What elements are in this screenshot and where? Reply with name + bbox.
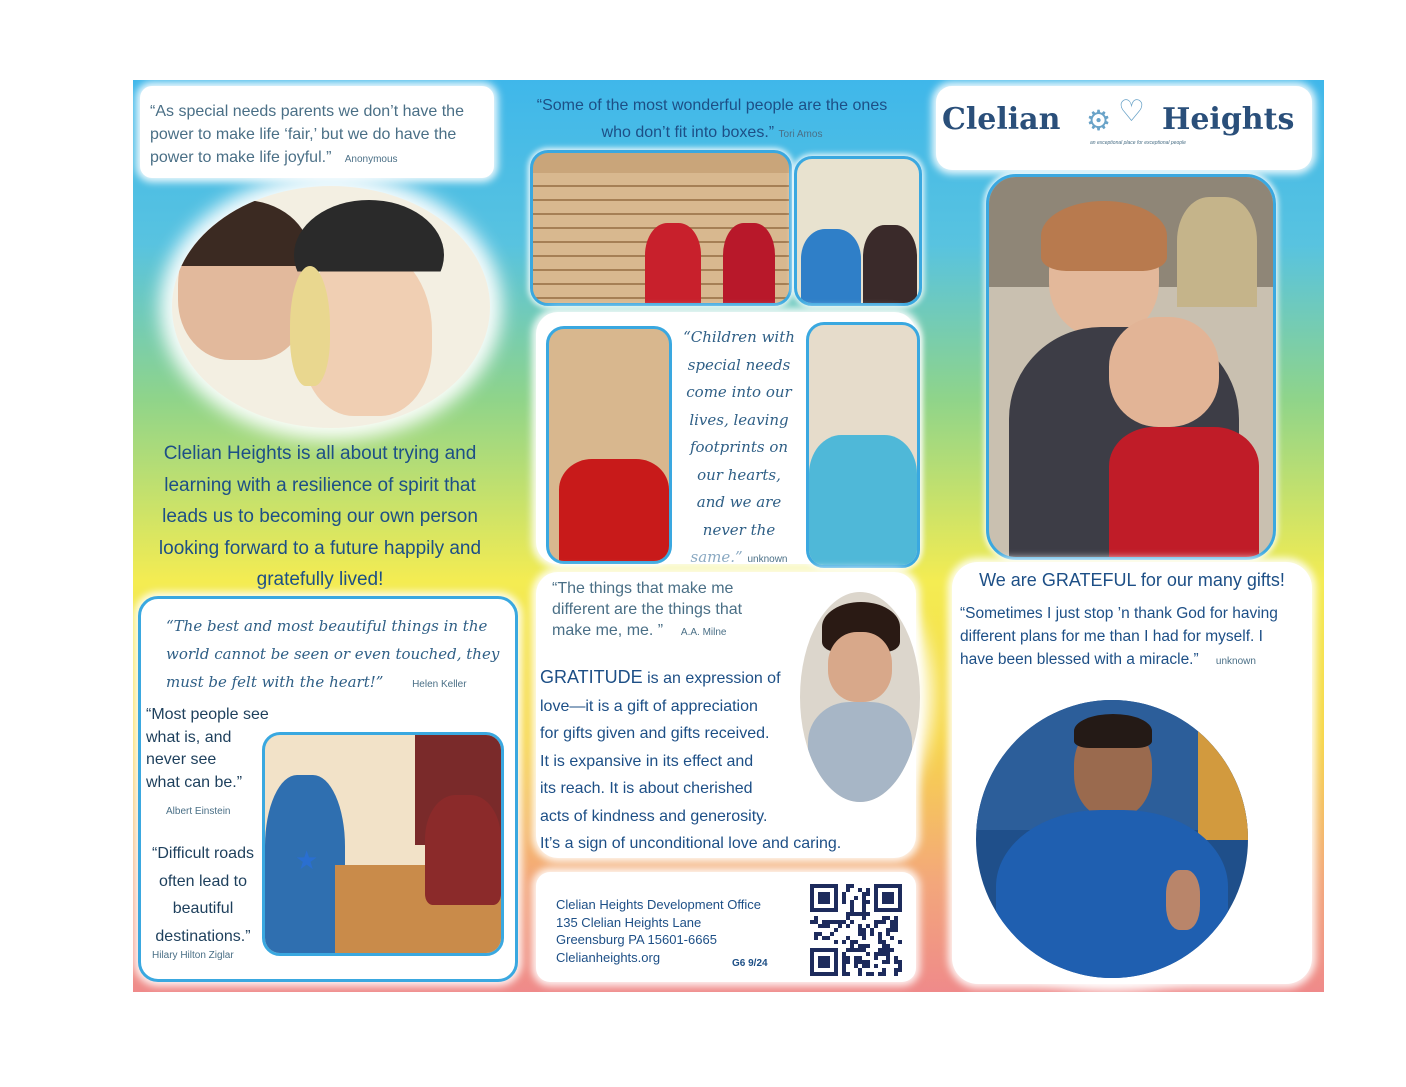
qr-module	[834, 928, 838, 932]
gratitude-line: for gifts given and gifts received.	[540, 725, 770, 742]
gratitude-line: acts of kindness and generosity.	[540, 807, 768, 825]
girl-hair	[290, 266, 330, 386]
quote-line: same.”	[690, 548, 743, 566]
teacher-background	[1177, 197, 1257, 307]
qr-module	[866, 952, 870, 956]
quote-keller	[166, 612, 506, 699]
quote-line: and we are	[696, 493, 782, 511]
qr-module	[854, 896, 858, 900]
boy-blue-shirt	[809, 435, 917, 565]
grateful-text: for our many gifts!	[1135, 570, 1285, 590]
logo-word-right: Heights	[1162, 102, 1295, 137]
quote-line: “As special needs parents we don’t have the	[150, 103, 464, 120]
qr-module	[826, 924, 830, 928]
qr-module	[826, 936, 830, 940]
quote-author: unknown	[747, 554, 788, 565]
mission-line: leads us to becoming our own person	[162, 506, 478, 527]
worker-red-1	[645, 223, 701, 303]
heart-icon: ♡	[1118, 95, 1145, 128]
quote-line: power to make life joyful.”	[150, 149, 332, 166]
quote-author: Anonymous	[344, 154, 398, 165]
qr-module	[862, 936, 866, 940]
mission-line: Clelian Heights is all about trying and	[163, 443, 477, 464]
photo-pizza-boxes	[530, 150, 792, 306]
qr-module	[862, 916, 866, 920]
gratitude-line: its reach. It is about cherished	[540, 780, 753, 797]
gratitude-line: is an expression of	[642, 670, 781, 687]
photo-mother-daughter	[172, 186, 490, 428]
qr-module	[846, 888, 850, 892]
friend-dark	[863, 225, 917, 303]
office-link[interactable]: Clelianheights.org	[556, 949, 661, 965]
qr-module	[846, 972, 850, 976]
quote-line: “Most people see	[146, 706, 269, 723]
quote-line: often lead to	[158, 872, 248, 890]
qr-module	[866, 964, 870, 968]
qr-module	[874, 964, 878, 968]
mission-statement	[140, 438, 500, 596]
quote-line: power to make life ‘fair,’ but we do have the	[150, 126, 457, 143]
worker-red-2	[723, 223, 775, 303]
boy-shirt	[559, 459, 669, 561]
qr-module	[830, 932, 834, 936]
qr-module	[886, 960, 890, 964]
student-figure	[425, 795, 501, 905]
mission-line: gratefully lived!	[256, 569, 384, 590]
office-line: 135 Clelian Heights Lane	[556, 914, 702, 930]
qr-code-icon[interactable]	[810, 884, 902, 976]
mission-line: looking forward to a future happily and	[158, 537, 482, 559]
gratitude-line: love—it is a gift of appreciation	[540, 697, 758, 715]
qr-module	[826, 964, 830, 968]
qr-module	[890, 936, 894, 940]
quote-line: what is, and	[146, 728, 232, 746]
qr-module	[850, 920, 854, 924]
qr-module	[874, 924, 878, 928]
girl-redhead-hair	[1041, 201, 1167, 271]
qr-module	[866, 892, 870, 896]
quote-line: “Children with	[683, 328, 795, 346]
quote-author: Helen Keller	[412, 679, 467, 690]
qr-module	[866, 912, 870, 916]
boy-hair	[1074, 714, 1152, 748]
quote-line: must be felt with the heart!”	[166, 673, 384, 691]
photo-game-table	[262, 732, 504, 956]
qr-module	[850, 884, 854, 888]
qr-module	[842, 900, 846, 904]
quote-line: destinations.”	[155, 927, 251, 945]
qr-module	[826, 900, 830, 904]
print-code: G6 9/24	[732, 958, 768, 969]
photo-boy-red-shirt	[546, 326, 672, 564]
thumbs-up-icon	[1166, 870, 1200, 930]
qr-module	[870, 972, 874, 976]
quote-line: “Sometimes I just stop ’n thank God for having	[960, 605, 1278, 622]
qr-module	[894, 972, 898, 976]
quote-line: “Difficult roads	[152, 845, 254, 862]
logo-tagline: an exceptional place for exceptional people	[1090, 140, 1186, 146]
qr-module	[834, 908, 838, 912]
quote-amos	[516, 92, 908, 148]
qr-module	[838, 924, 842, 928]
qr-module	[898, 940, 902, 944]
quote-anonymous	[150, 100, 494, 171]
grateful-text: We are	[979, 570, 1042, 590]
office-address	[556, 896, 796, 966]
qr-module	[882, 920, 886, 924]
qr-module	[890, 900, 894, 904]
quote-line: beautiful	[172, 900, 234, 917]
qr-module	[898, 968, 902, 972]
photo-thumbs-up	[976, 700, 1248, 978]
quote-sometimes	[960, 602, 1310, 673]
quote-line: different plans for me than I had for myself. I	[960, 628, 1263, 645]
quote-line: who don’t fit into boxes.”	[601, 124, 775, 141]
gratitude-text	[540, 664, 910, 858]
logo-word-left: Clelian	[942, 102, 1061, 137]
qr-module	[898, 908, 902, 912]
qr-module	[874, 956, 878, 960]
quote-milne	[552, 578, 802, 643]
quote-line: never see	[146, 751, 217, 768]
friend-blue	[801, 229, 861, 303]
qr-module	[866, 900, 870, 904]
grateful-heading	[952, 570, 1312, 591]
quote-line: have been blessed with a miracle.”	[960, 651, 1199, 668]
quote-line: our hearts,	[697, 465, 781, 484]
photo-boy-blue-shirt	[806, 322, 920, 568]
quote-line: different are the things that	[552, 601, 743, 618]
logo	[940, 95, 1306, 160]
quote-line: what can be.”	[146, 773, 243, 791]
qr-module	[866, 944, 870, 948]
star-icon: ★	[295, 845, 319, 875]
quote-line: footprints on	[689, 438, 789, 456]
qr-module	[846, 960, 850, 964]
gear-icon: ⚙	[1086, 105, 1112, 136]
quote-line: world cannot be seen or even touched, they	[166, 645, 500, 663]
qr-module	[834, 940, 838, 944]
quote-line: make me, me. ”	[552, 622, 664, 639]
quote-line: come into our	[686, 383, 792, 401]
quote-children	[672, 324, 806, 574]
gratitude-line: It’s a sign of unconditional love and caring.	[540, 835, 842, 852]
qr-module	[834, 972, 838, 976]
qr-module	[894, 928, 898, 932]
quote-author: A.A. Milne	[680, 627, 727, 638]
quote-line: “The best and most beautiful things in the	[166, 617, 488, 635]
author-ziglar: Hilary Hilton Ziglar	[152, 950, 234, 961]
photo-hugging-girls	[986, 174, 1276, 560]
quote-line: “Some of the most wonderful people are the ones	[536, 97, 888, 114]
wall-stripe	[1198, 700, 1248, 840]
qr-module	[846, 924, 850, 928]
qr-module	[858, 972, 862, 976]
mission-line: learning with a resilience of spirit that	[164, 474, 476, 496]
girl-glasses	[1109, 317, 1219, 427]
qr-module	[842, 940, 846, 944]
qr-module	[882, 972, 886, 976]
quote-line: special needs	[687, 355, 791, 374]
quote-line: lives, leaving	[689, 410, 789, 429]
quote-author: unknown	[1215, 656, 1256, 667]
quote-author: Tori Amos	[778, 129, 823, 140]
girl-red-shirt	[1109, 427, 1259, 557]
qr-module	[814, 936, 818, 940]
author-einstein: Albert Einstein	[166, 806, 231, 817]
qr-module	[890, 948, 894, 952]
gratitude-word: GRATITUDE	[540, 667, 643, 687]
office-line: Greensburg PA 15601-6665	[556, 932, 717, 947]
quote-line: “The things that make me	[552, 580, 734, 597]
quote-line: never the	[702, 520, 776, 539]
gratitude-line: It is expansive in its effect and	[540, 752, 754, 770]
office-line: Clelian Heights Development Office	[556, 897, 761, 912]
grateful-text: GRATEFUL	[1041, 570, 1136, 590]
qr-module	[870, 932, 874, 936]
photo-two-friends	[794, 156, 922, 306]
quote-ziglar	[144, 840, 262, 950]
